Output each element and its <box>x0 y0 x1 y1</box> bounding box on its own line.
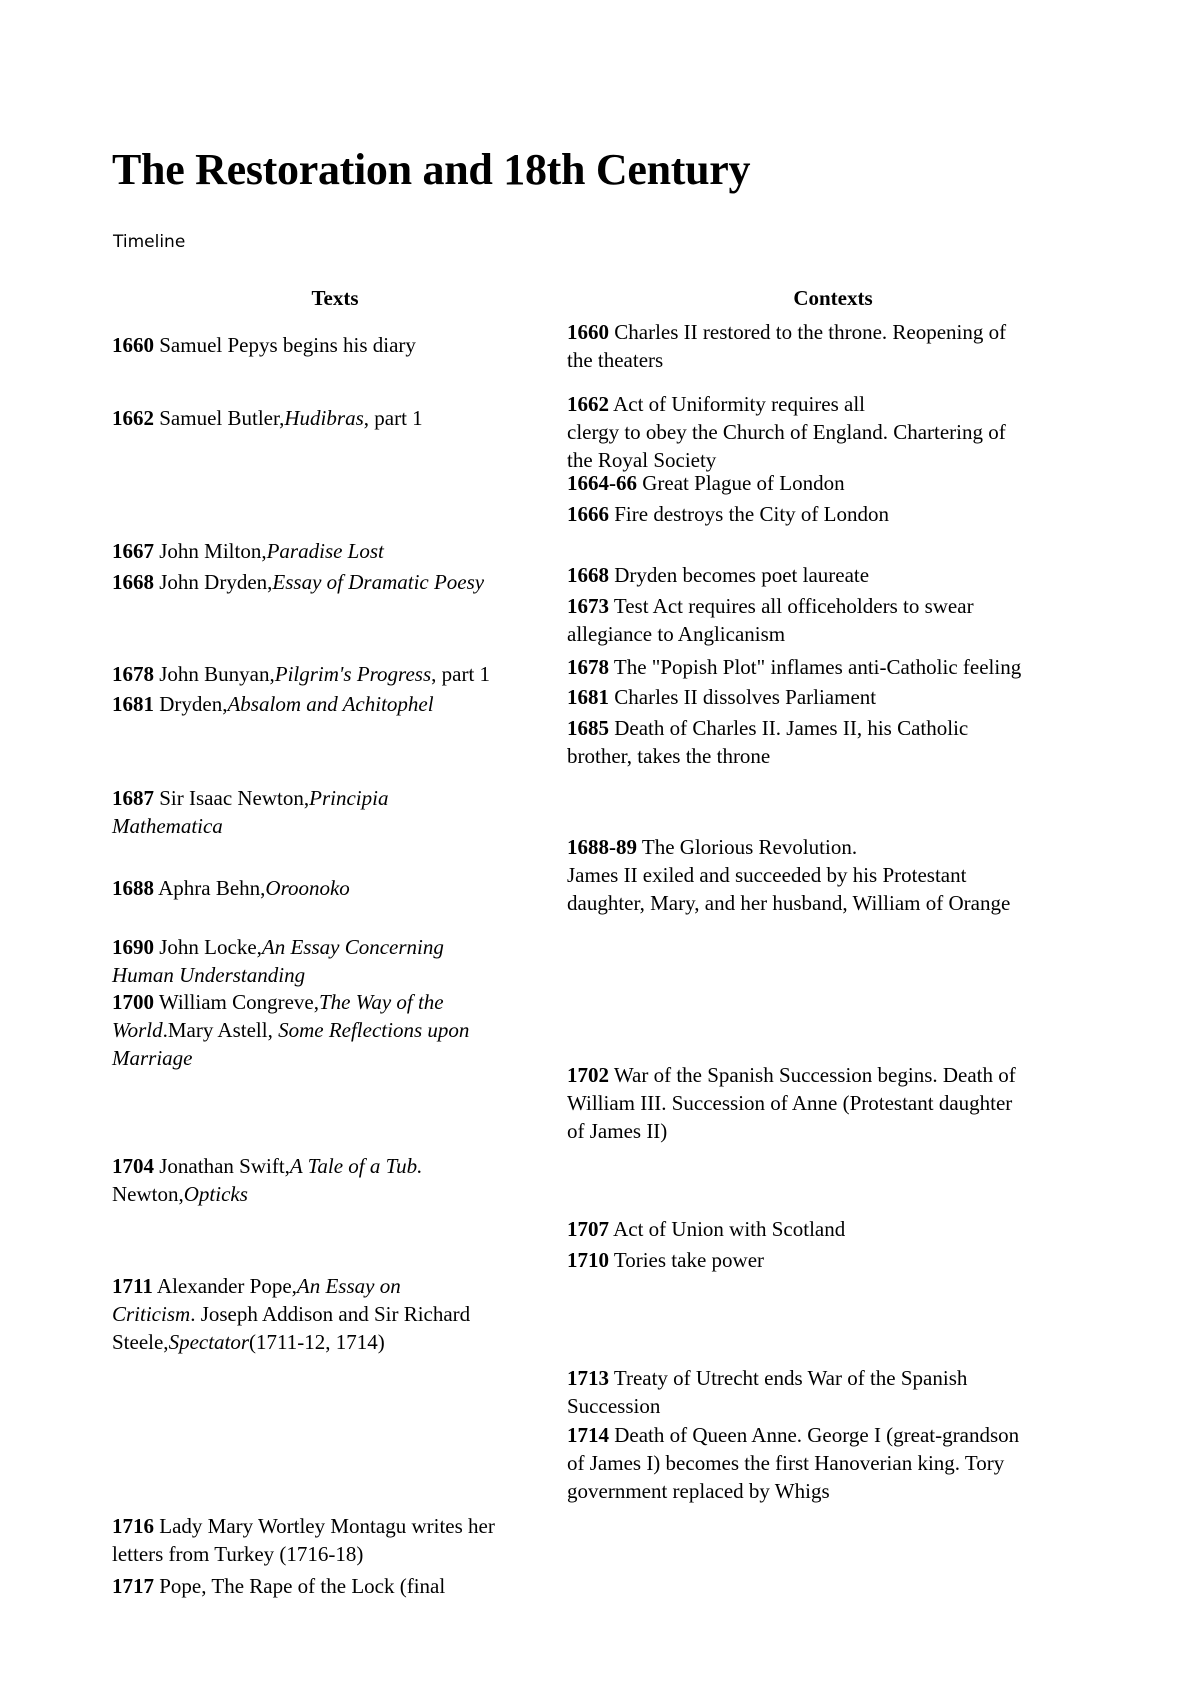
entry-year: 1713 <box>567 1366 609 1390</box>
entry-text: John Milton, <box>154 539 267 563</box>
entry-text: brother, takes the throne <box>567 744 771 768</box>
entry-line <box>112 784 388 812</box>
entry-year: 1660 <box>567 320 609 344</box>
work-title: Criticism <box>112 1302 191 1326</box>
work-title: World <box>112 1018 163 1042</box>
entry-line <box>567 889 1010 917</box>
entry-line <box>567 1089 1016 1117</box>
entry-line <box>112 1044 469 1072</box>
work-title: Essay of Dramatic Poesy <box>272 570 485 594</box>
entry-line <box>567 742 968 770</box>
entry-line <box>567 1061 1016 1089</box>
entry-text: John Locke, <box>154 935 262 959</box>
entry-text: government replaced by Whigs <box>567 1479 830 1503</box>
entry-text: daughter, Mary, and her husband, William of Orange <box>567 891 1011 915</box>
entry-text: James II exiled and succeeded by his Protestant <box>567 863 967 887</box>
entry-text: Samuel Pepys begins his diary <box>154 333 416 357</box>
entry-year: 1667 <box>112 539 154 563</box>
entry-text: Alexander Pope, <box>152 1274 297 1298</box>
entry-year: 1664-66 <box>567 471 637 495</box>
entry-text: allegiance to Anglicanism <box>567 622 786 646</box>
entry-line <box>567 833 1010 861</box>
right-timeline-entry <box>567 500 889 528</box>
entry-text: (1711-12, 1714) <box>249 1330 385 1354</box>
entry-line <box>567 318 1006 346</box>
right-timeline-entry <box>567 469 845 497</box>
entry-line <box>567 861 1010 889</box>
entry-year: 1662 <box>112 406 154 430</box>
left-timeline-entry <box>112 1272 470 1356</box>
entry-text: the Royal Society <box>567 448 717 472</box>
entry-text: Samuel Butler, <box>154 406 285 430</box>
entry-line <box>567 592 974 620</box>
work-title: Some Reflections upon <box>278 1018 470 1042</box>
entry-line <box>567 1421 1019 1449</box>
entry-text: Charles II restored to the throne. Reopening of <box>609 320 1007 344</box>
entry-text: Test Act requires all officeholders to swear <box>609 594 974 618</box>
work-title: An Essay Concerning <box>261 935 444 959</box>
left-timeline-entry <box>112 784 388 840</box>
entry-line <box>567 469 845 497</box>
entry-line <box>567 1477 1019 1505</box>
entry-text: , part 1 <box>431 662 491 686</box>
entry-text: War of the Spanish Succession begins. Death of <box>609 1063 1016 1087</box>
work-title: An Essay on <box>296 1274 401 1298</box>
entry-text: .Mary Astell, <box>162 1018 279 1042</box>
entry-year: 1666 <box>567 502 609 526</box>
entry-year: 1711 <box>112 1274 153 1298</box>
left-timeline-entry <box>112 404 423 432</box>
left-timeline-entry <box>112 568 484 596</box>
entry-text: Dryden, <box>154 692 228 716</box>
entry-line <box>567 714 968 742</box>
entry-line <box>112 331 416 359</box>
entry-line <box>112 660 490 688</box>
work-title: A Tale of a Tub. <box>289 1154 423 1178</box>
entry-text: Steele, <box>112 1330 169 1354</box>
entry-year: 1668 <box>112 570 154 594</box>
entry-year: 1687 <box>112 786 154 810</box>
entry-line <box>112 1328 470 1356</box>
entry-line <box>567 1215 845 1243</box>
entry-line <box>112 988 469 1016</box>
work-title: Paradise Lost <box>266 539 384 563</box>
work-title: The Way of the <box>319 990 444 1014</box>
entry-line <box>567 1364 967 1392</box>
work-title: Absalom and Achitophel <box>227 692 434 716</box>
entry-line <box>112 1300 470 1328</box>
entry-text: of James I) becomes the first Hanoverian king. Tory <box>567 1451 1005 1475</box>
entry-year: 1685 <box>567 716 609 740</box>
entry-text: Newton, <box>112 1182 184 1206</box>
work-title: Principia <box>309 786 389 810</box>
right-timeline-entry <box>567 1421 1019 1505</box>
left-timeline-entry <box>112 988 469 1072</box>
entry-text: Death of Queen Anne. George I (great-grandson <box>609 1423 1020 1447</box>
entry-year: 1704 <box>112 1154 154 1178</box>
entry-line <box>112 874 350 902</box>
entry-line <box>567 346 1006 374</box>
entry-text: letters from Turkey (1716-18) <box>112 1542 364 1566</box>
texts-column-header: Texts <box>311 286 359 310</box>
right-timeline-entry <box>567 390 1006 474</box>
entry-text: Lady Mary Wortley Montagu writes her <box>154 1514 495 1538</box>
entry-line <box>112 568 484 596</box>
left-timeline-entry <box>112 1152 422 1208</box>
entry-line <box>567 561 869 589</box>
entry-line <box>567 390 1006 418</box>
page-title: The Restoration and 18th Century <box>112 145 751 194</box>
entry-text: , part 1 <box>363 406 423 430</box>
entry-text: of James II) <box>567 1119 668 1143</box>
entry-text: Succession <box>567 1394 661 1418</box>
right-timeline-entry <box>567 1215 845 1243</box>
entry-line <box>112 1180 422 1208</box>
entry-year: 1716 <box>112 1514 154 1538</box>
entry-year: 1662 <box>567 392 609 416</box>
entry-text: Dryden becomes poet laureate <box>609 563 870 587</box>
work-title: Human Understanding <box>112 963 306 987</box>
entry-year: 1690 <box>112 935 154 959</box>
entry-line <box>112 933 444 961</box>
right-timeline-entry <box>567 714 968 770</box>
left-timeline-entry <box>112 690 434 718</box>
entry-year: 1702 <box>567 1063 609 1087</box>
entry-year: 1678 <box>112 662 154 686</box>
left-timeline-entry <box>112 331 416 359</box>
subtitle: Timeline <box>113 232 186 252</box>
entry-line <box>112 1016 469 1044</box>
entry-line <box>112 1512 495 1540</box>
entry-text: Pope, The Rape of the Lock (final <box>154 1574 446 1598</box>
entry-line <box>112 690 434 718</box>
entry-line <box>112 1272 470 1300</box>
entry-year: 1710 <box>567 1248 609 1272</box>
entry-line <box>567 500 889 528</box>
entry-line <box>567 620 974 648</box>
entry-line <box>112 812 388 840</box>
entry-text: John Bunyan, <box>154 662 275 686</box>
entry-line <box>112 537 384 565</box>
work-title: Hudibras <box>284 406 364 430</box>
entry-year: 1660 <box>112 333 154 357</box>
entry-line <box>567 1449 1019 1477</box>
entry-line <box>112 1572 445 1600</box>
entry-text: William Congreve, <box>154 990 319 1014</box>
entry-line <box>567 1117 1016 1145</box>
entry-text: Tories take power <box>609 1248 765 1272</box>
left-timeline-entry <box>112 874 350 902</box>
entry-line <box>567 1392 967 1420</box>
entry-year: 1688-89 <box>567 835 637 859</box>
entry-text: Treaty of Utrecht ends War of the Spanish <box>609 1366 968 1390</box>
entry-text: The "Popish Plot" inflames anti-Catholic feeling <box>609 655 1022 679</box>
entry-year: 1673 <box>567 594 609 618</box>
work-title: Oroonoko <box>265 876 350 900</box>
entry-text: Death of Charles II. James II, his Catholic <box>609 716 969 740</box>
work-title: Pilgrim's Progress <box>274 662 432 686</box>
entry-text: . Joseph Addison and Sir Richard <box>190 1302 471 1326</box>
entry-line <box>112 1540 495 1568</box>
work-title: Opticks <box>183 1182 248 1206</box>
entry-year: 1688 <box>112 876 154 900</box>
entry-year: 1681 <box>567 685 609 709</box>
right-timeline-entry <box>567 318 1006 374</box>
right-timeline-entry <box>567 1364 967 1420</box>
left-timeline-entry <box>112 1572 445 1600</box>
entry-text: The Glorious Revolution. <box>637 835 858 859</box>
right-timeline-entry <box>567 1246 764 1274</box>
entry-text: Charles II dissolves Parliament <box>609 685 877 709</box>
entry-text: Great Plague of London <box>637 471 845 495</box>
left-timeline-entry <box>112 933 444 989</box>
right-timeline-entry <box>567 683 876 711</box>
entry-year: 1717 <box>112 1574 154 1598</box>
entry-line <box>567 653 1021 681</box>
entry-text: Aphra Behn, <box>154 876 266 900</box>
work-title: Spectator <box>168 1330 250 1354</box>
entry-year: 1681 <box>112 692 154 716</box>
entry-text: Act of Union with Scotland <box>609 1217 846 1241</box>
work-title: Mathematica <box>112 814 223 838</box>
right-timeline-entry <box>567 1061 1016 1145</box>
work-title: Marriage <box>112 1046 193 1070</box>
left-timeline-entry <box>112 1512 495 1568</box>
right-timeline-entry <box>567 833 1010 917</box>
contexts-column-header: Contexts <box>793 286 873 310</box>
entry-line <box>567 1246 764 1274</box>
entry-text: clergy to obey the Church of England. Chartering of <box>567 420 1006 444</box>
entry-text: Act of Uniformity requires all <box>609 392 866 416</box>
left-timeline-entry <box>112 537 384 565</box>
entry-line <box>567 683 876 711</box>
entry-line <box>112 404 423 432</box>
left-timeline-entry <box>112 660 490 688</box>
entry-year: 1707 <box>567 1217 609 1241</box>
entry-line <box>112 961 444 989</box>
entry-year: 1678 <box>567 655 609 679</box>
entry-year: 1668 <box>567 563 609 587</box>
right-timeline-entry <box>567 653 1021 681</box>
right-timeline-entry <box>567 592 974 648</box>
entry-line <box>112 1152 422 1180</box>
entry-text: Fire destroys the City of London <box>609 502 889 526</box>
entry-year: 1714 <box>567 1423 609 1447</box>
right-timeline-entry <box>567 561 869 589</box>
entry-text: the theaters <box>567 348 664 372</box>
entry-text: John Dryden, <box>154 570 273 594</box>
entry-line <box>567 418 1006 446</box>
entry-text: Jonathan Swift, <box>154 1154 290 1178</box>
entry-year: 1700 <box>112 990 154 1014</box>
entry-text: William III. Succession of Anne (Protestant daughter <box>567 1091 1013 1115</box>
entry-text: Sir Isaac Newton, <box>154 786 310 810</box>
